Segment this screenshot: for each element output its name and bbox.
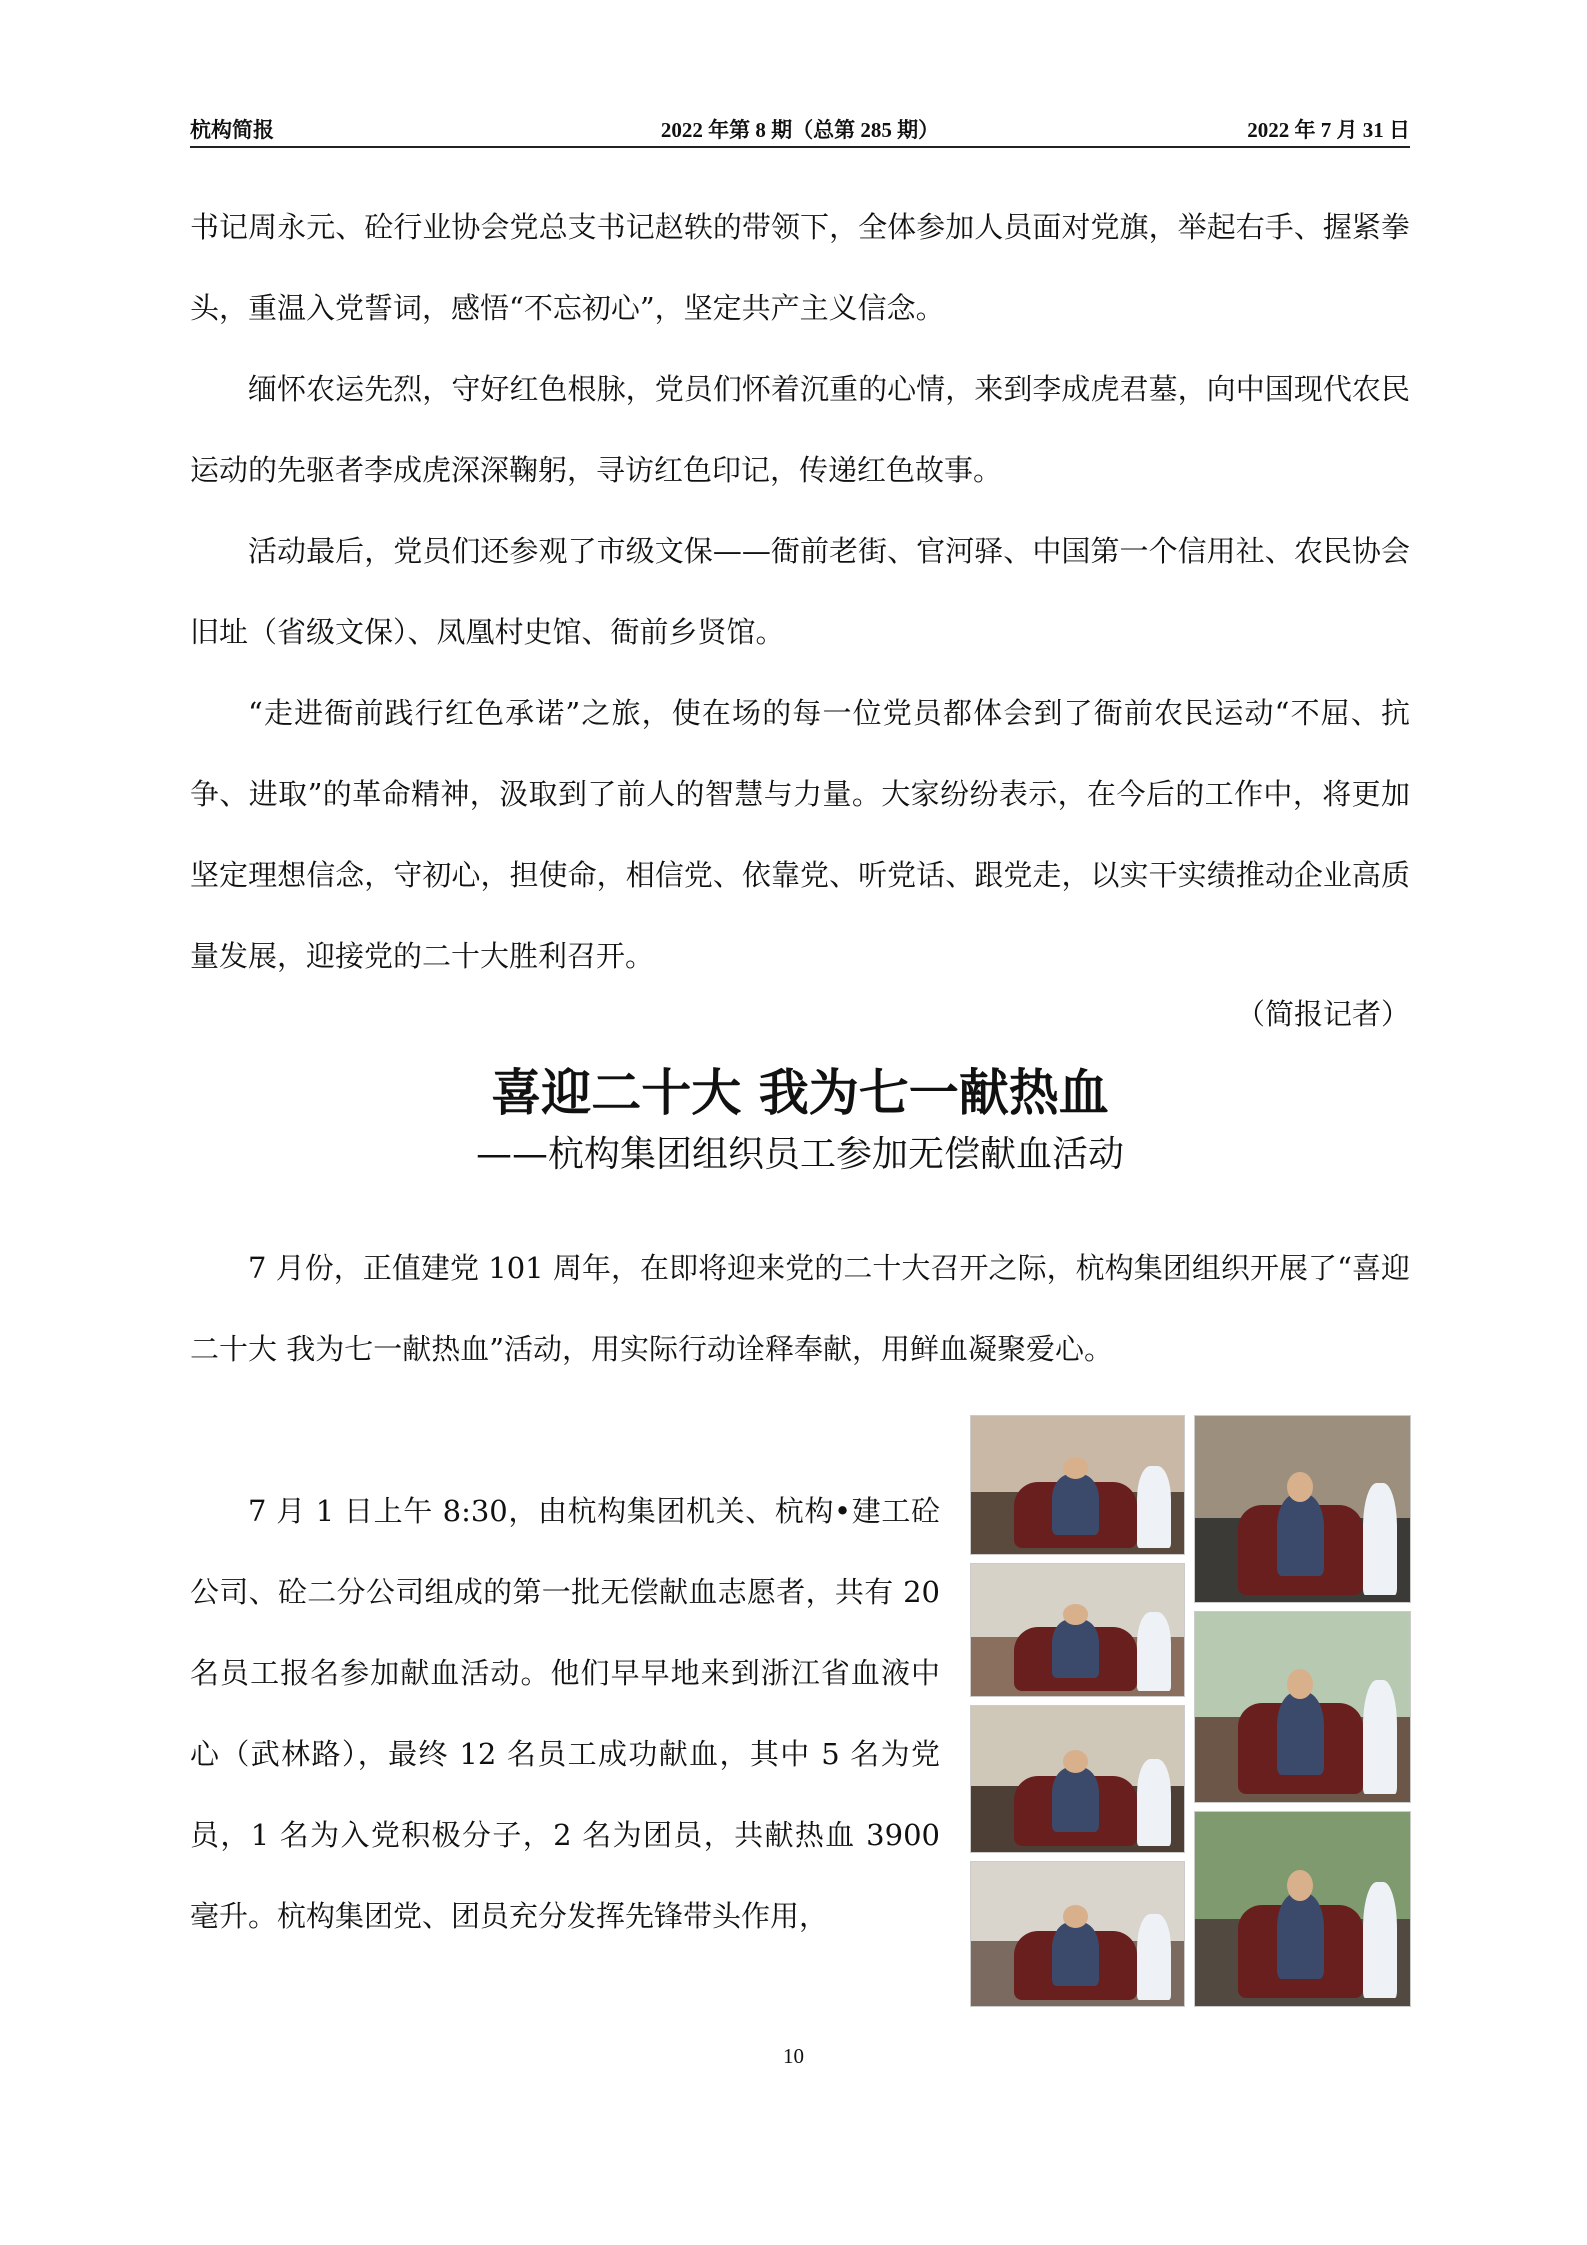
header-publication-name: 杭构简报 — [190, 118, 274, 142]
photo-5 — [970, 1705, 1185, 1853]
article2-title: 喜迎二十大 我为七一献热血 — [491, 1064, 1109, 1122]
photo-6 — [1194, 1811, 1411, 2007]
article2-subtitle: ——杭构集团组织员工参加无偿献血活动 — [475, 1134, 1124, 1175]
article2-paragraph-1: 7 月份，正值建党 101 周年，在即将迎来党的二十大召开之际，杭构集团组织开展了“喜迎二十大 我为七一献热血”活动，用实际行动诠释奉献，用鲜血凝聚爱心。 — [190, 1251, 1410, 1366]
photo-2 — [1194, 1415, 1411, 1603]
page-header — [190, 110, 1410, 148]
page-number: 10 — [783, 2044, 804, 2068]
blood-donation-photo-collage — [970, 1415, 1410, 2005]
article1-paragraph-3: 活动最后，党员们还参观了市级文保——衙前老街、官河驿、中国第一个信用社、农民协会旧址（省级文保）、凤凰村史馆、衙前乡贤馆。 — [190, 534, 1410, 649]
article1-byline: （简报记者） — [1235, 997, 1410, 1031]
photo-7 — [970, 1861, 1185, 2007]
article1-paragraph-2: 缅怀农运先烈，守好红色根脉，党员们怀着沉重的心情，来到李成虎君墓，向中国现代农民运动的先驱者李成虎深深鞠躬，寻访红色印记，传递红色故事。 — [190, 372, 1410, 487]
article1-paragraph-4: “走进衙前践行红色承诺”之旅，使在场的每一位党员都体会到了衙前农民运动“不屈、抗争、进取”的革命精神，汲取到了前人的智慧与力量。大家纷纷表示，在今后的工作中，将更加坚定理想信念，守初心，担使命，相信党、依靠党、听党话、跟党走，以实干实绩推动企业高质量发展，迎接党的二十大胜利召开。 — [190, 696, 1410, 973]
photo-3 — [970, 1563, 1185, 1697]
article1-paragraph-1: 书记周永元、砼行业协会党总支书记赵轶的带领下，全体参加人员面对党旗，举起右手、握紧拳头，重温入党誓词，感悟“不忘初心”，坚定共产主义信念。 — [190, 210, 1410, 325]
photo-4 — [1194, 1611, 1411, 1803]
header-issue-number: 2022 年第 8 期（总第 285 期） — [660, 118, 940, 142]
header-date: 2022 年 7 月 31 日 — [1247, 118, 1410, 142]
photo-1 — [970, 1415, 1185, 1555]
article2-paragraph-2: 7 月 1 日上午 8:30，由杭构集团机关、杭构•建工砼公司、砼二分公司组成的第一批无偿献血志愿者，共有 20 名员工报名参加献血活动。他们早早地来到浙江省血液中心（武林路），最终 12 名员工成功献血，其中 5 名为党员，1 名为入党积极分子，2 名为团员，共献热血 3900 毫升。杭构集团党、团员充分发挥先锋带头作用， — [190, 1494, 940, 1933]
